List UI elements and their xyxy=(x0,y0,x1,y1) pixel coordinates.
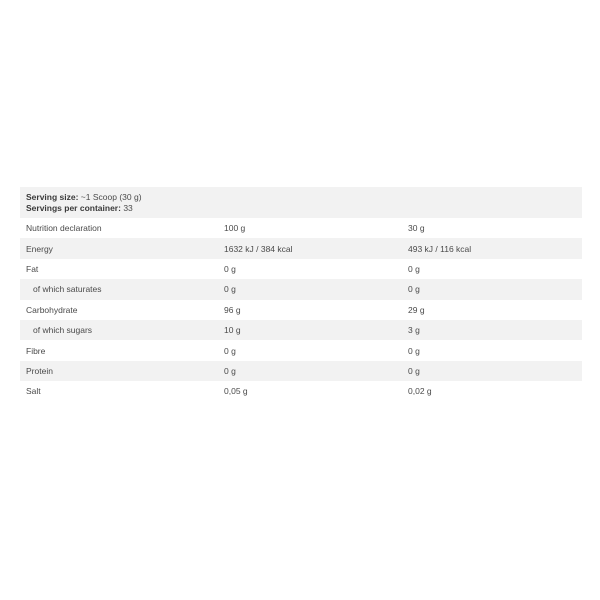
nutrient-name: Salt xyxy=(26,386,41,397)
header-nutrient: Nutrition declaration xyxy=(26,223,102,234)
value-per-serving: 0,02 g xyxy=(408,386,432,397)
serving-info xyxy=(20,187,582,218)
value-per-100g: 0 g xyxy=(224,263,236,274)
value-per-serving: 0 g xyxy=(408,345,420,356)
value-per-serving: 0 g xyxy=(408,284,420,295)
table-row xyxy=(20,238,582,258)
value-per-100g: 10 g xyxy=(224,325,241,336)
header-per-serving: 30 g xyxy=(408,223,425,234)
table-row xyxy=(20,381,582,401)
nutrient-name: Energy xyxy=(26,243,53,254)
value-per-100g: 96 g xyxy=(224,304,241,315)
nutrient-name: of which sugars xyxy=(33,325,93,336)
value-per-100g: 1632 kJ / 384 kcal xyxy=(224,243,293,254)
serving-size-value: ~1 Scoop (30 g) xyxy=(78,192,142,202)
table-row xyxy=(20,361,582,381)
nutrient-name: of which saturates xyxy=(33,284,102,295)
value-per-100g: 0 g xyxy=(224,345,236,356)
servings-per-container-value: 33 xyxy=(120,203,133,213)
header-per-100g: 100 g xyxy=(224,223,246,234)
servings-per-container xyxy=(26,203,576,214)
nutrient-name: Carbohydrate xyxy=(26,304,78,315)
table-row xyxy=(20,279,582,299)
table-row xyxy=(20,300,582,320)
value-per-100g: 0 g xyxy=(224,365,236,376)
value-per-serving: 29 g xyxy=(408,304,425,315)
nutrient-name: Fat xyxy=(26,263,39,274)
table-row xyxy=(20,259,582,279)
value-per-serving: 0 g xyxy=(408,365,420,376)
value-per-serving: 493 kJ / 116 kcal xyxy=(408,243,472,254)
table-row xyxy=(20,320,582,340)
serving-size xyxy=(26,192,576,203)
nutrient-name: Fibre xyxy=(26,345,46,356)
value-per-100g: 0 g xyxy=(224,284,236,295)
table-row xyxy=(20,340,582,360)
serving-size-label: Serving size: xyxy=(26,192,79,202)
value-per-serving: 3 g xyxy=(408,325,420,336)
servings-per-container-label: Servings per container: xyxy=(26,203,121,213)
nutrition-table xyxy=(20,187,582,402)
value-per-100g: 0,05 g xyxy=(224,386,248,397)
nutrient-name: Protein xyxy=(26,365,53,376)
value-per-serving: 0 g xyxy=(408,263,420,274)
table-header-row xyxy=(20,218,582,238)
